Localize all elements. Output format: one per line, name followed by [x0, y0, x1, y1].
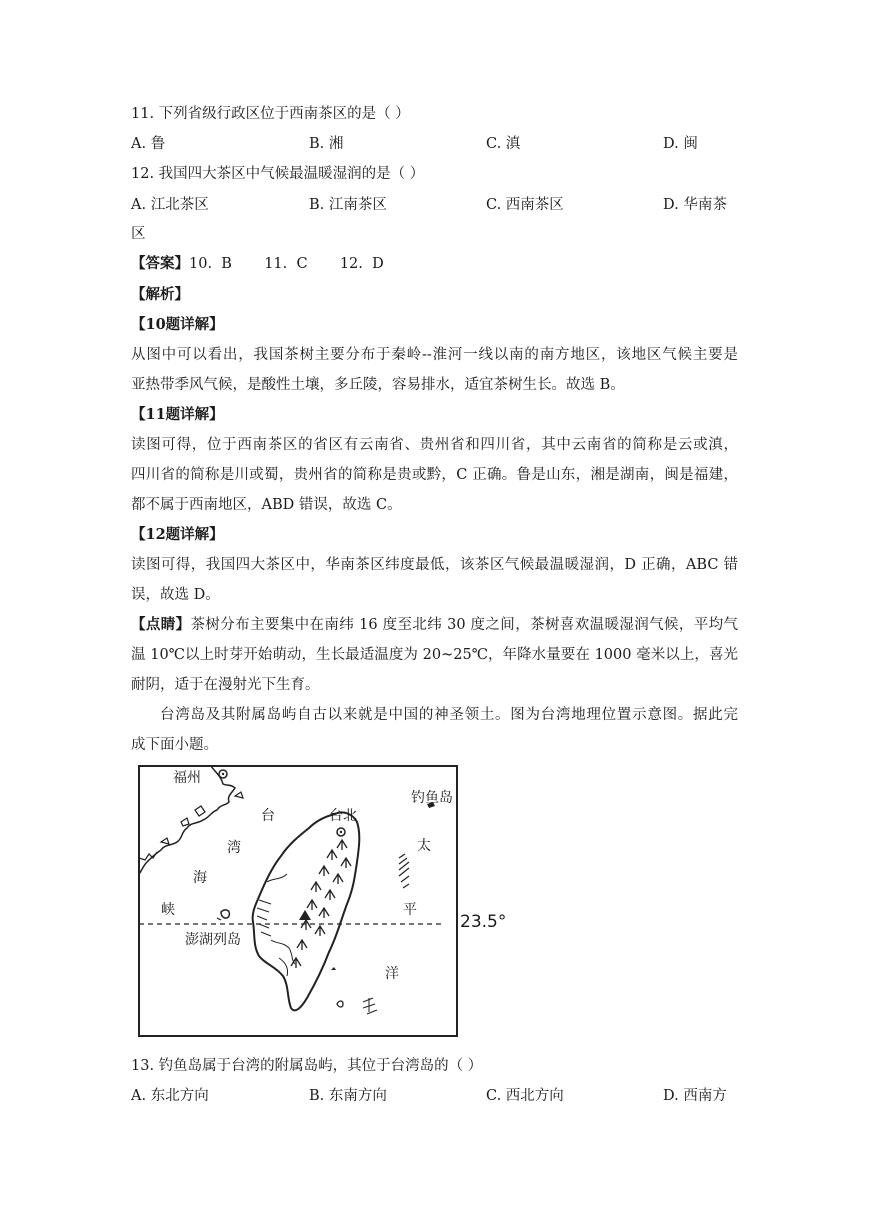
q11-option-d: D. 闽	[663, 136, 698, 152]
label-pacific-2: 平	[403, 902, 417, 918]
taiwan-location-map	[131, 762, 531, 1042]
q13-option-a: A. 东北方向	[131, 1088, 209, 1104]
detail-11-heading: 【11题详解】	[131, 406, 224, 423]
q11-stem: 11. 下列省级行政区位于西南茶区的是（ ）	[131, 106, 410, 122]
q11-option-c: C. 滇	[486, 136, 521, 152]
note-first: 茶树分布主要集中在南纬 16 度至北纬 30 度之间，茶树喜欢温暖湿润气候，平均气	[190, 617, 738, 633]
label-xia: 峡	[161, 902, 175, 918]
note-tag: 【点睛】	[131, 616, 191, 633]
detail-12-heading: 【12题详解】	[131, 526, 224, 543]
note-line-2: 温 10℃以上时芽开始萌动，生长最适温度为 20~25℃，年降水量要在 1000 毫米以上，喜光	[131, 647, 738, 663]
label-tai: 台	[261, 808, 275, 824]
mountain-symbols	[291, 840, 351, 968]
label-fuzhou: 福州	[173, 770, 201, 786]
detail-11-line-3: 都不属于西南地区，ABD 错误，故选 C。	[131, 497, 402, 513]
latitude-label: 23.5°	[460, 912, 507, 932]
q12-option-b: B. 江南茶区	[309, 197, 387, 213]
q13-stem: 13. 钓鱼岛属于台湾的附属岛屿，其位于台湾岛的（ ）	[131, 1058, 483, 1074]
detail-10-line-1: 从图中可以看出，我国茶树主要分布于秦岭--淮河一线以南的南方地区，该地区气候主要是	[131, 347, 738, 363]
q12-option-d-wrap: 区	[131, 226, 146, 242]
q11-option-b: B. 湘	[309, 136, 344, 152]
detail-11-line-1: 读图可得，位于西南茶区的省区有云南省、贵州省和四川省，其中云南省的简称是云或滇，	[131, 437, 738, 453]
label-pacific-1: 太	[417, 838, 431, 854]
q11-option-a: A. 鲁	[131, 136, 166, 152]
analysis-tag: 【解析】	[131, 286, 189, 303]
label-pacific-3: 洋	[385, 966, 399, 982]
penghu-islands	[221, 910, 229, 918]
detail-10-line-2: 亚热带季风气候，是酸性土壤，多丘陵，容易排水，适宜茶树生长。故选 B。	[131, 377, 625, 393]
map-drawing	[131, 762, 531, 1042]
label-diaoyu: 钓鱼岛	[411, 790, 453, 806]
q12-option-d: D. 华南茶	[663, 197, 727, 213]
q12-option-c: C. 西南茶区	[486, 197, 564, 213]
detail-10-heading: 【10题详解】	[131, 316, 224, 333]
detail-12-line-2: 误，故选 D。	[131, 587, 220, 603]
label-taibei: 台北	[329, 808, 357, 824]
q13-option-b: B. 东南方向	[309, 1088, 387, 1104]
note-line-1	[131, 615, 738, 635]
intro-line-1: 台湾岛及其附属岛屿自古以来就是中国的神圣领土。图为台湾地理位置示意图。据此完	[160, 707, 738, 723]
label-hai: 海	[193, 870, 207, 886]
intro-line-2: 成下面小题。	[131, 737, 218, 753]
q12-option-a: A. 江北茶区	[131, 197, 209, 213]
answer-text: 10. B 11. C 12. D	[189, 256, 384, 272]
detail-12-line-1: 读图可得，我国四大茶区中，华南茶区纬度最低，该茶区气候最温暖湿润，D 正确，ABC 错	[131, 557, 738, 573]
answer-line	[131, 254, 384, 274]
detail-11-line-2: 四川省的简称是川或蜀，贵州省的简称是贵或黔，C 正确。鲁是山东，湘是湖南，闽是福建，	[131, 467, 738, 483]
q13-option-d: D. 西南方	[663, 1088, 727, 1104]
answer-tag: 【答案】	[131, 255, 189, 272]
q13-option-c: C. 西北方向	[486, 1088, 564, 1104]
note-line-3: 耐阴，适于在漫射光下生育。	[131, 677, 320, 693]
label-wan: 湾	[227, 840, 241, 856]
map-frame	[139, 766, 457, 1036]
q12-stem: 12. 我国四大茶区中气候最温暖湿润的是（ ）	[131, 166, 425, 182]
eastern-islands	[399, 854, 409, 888]
label-penghu: 澎湖列岛	[185, 932, 241, 948]
